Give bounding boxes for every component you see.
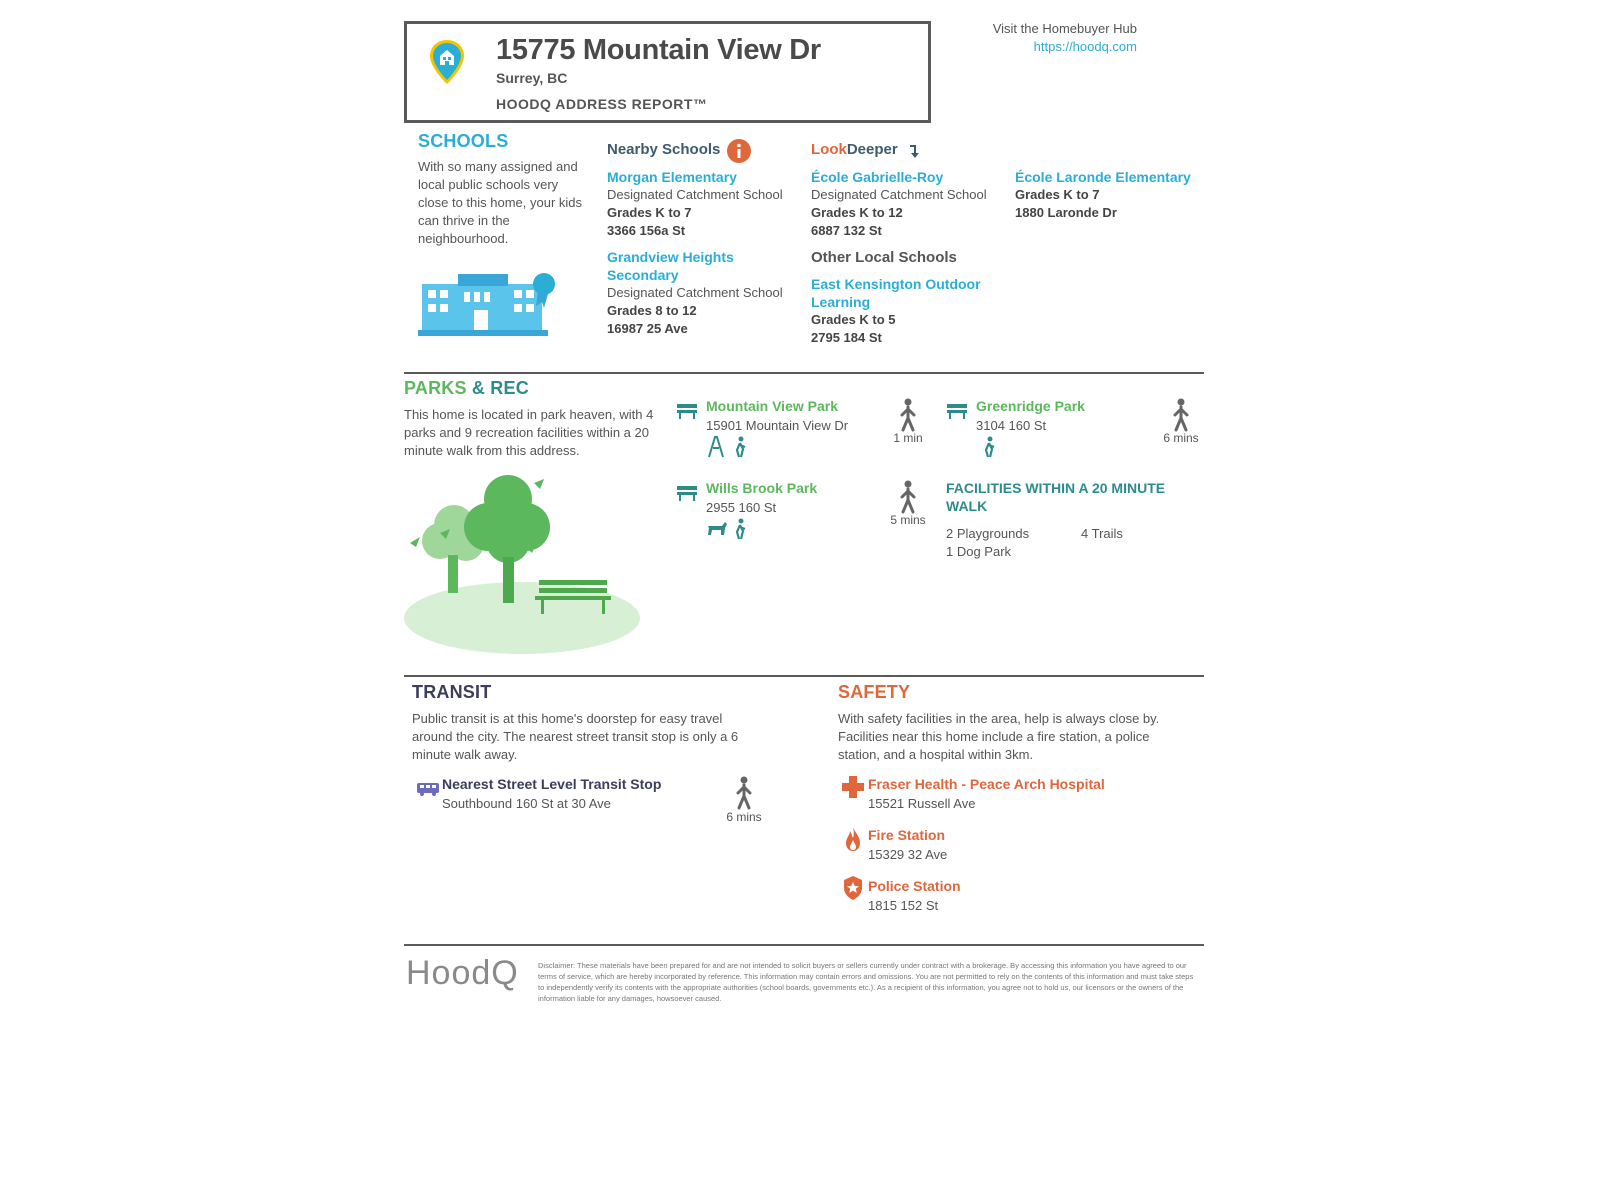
city-label: Surrey, BC — [496, 70, 568, 86]
hoodq-logo: HoodQ — [406, 954, 519, 992]
school-name[interactable]: East Kensington Outdoor Learning — [811, 276, 981, 310]
school-east-kensington — [811, 275, 991, 347]
nearby-schools-heading: Nearby Schools — [607, 141, 721, 158]
safety-fire-name[interactable]: Fire Station — [868, 827, 946, 843]
walking-person-icon — [897, 398, 919, 432]
school-type: Designated Catchment School — [607, 187, 783, 202]
report-label: HOODQ ADDRESS REPORT™ — [496, 96, 708, 112]
school-address: 16987 25 Ave — [607, 321, 688, 336]
transit-title: TRANSIT — [412, 682, 492, 702]
school-grades: Grades K to 5 — [811, 312, 896, 327]
map-pin-house-icon — [428, 38, 466, 86]
transit-description: Public transit is at this home's doorstep for easy travel around the city. The nearest street transit stop is only a 6 minute walk away. — [412, 711, 739, 762]
parks-title-a: PARKS — [404, 378, 467, 398]
park-trees-illustration-icon — [404, 475, 654, 660]
look-deeper-look: Look — [811, 141, 847, 158]
hospital-cross-icon — [842, 776, 864, 798]
safety-fire-address: 15329 32 Ave — [868, 847, 948, 862]
safety-hospital-name[interactable]: Fraser Health - Peace Arch Hospital — [868, 776, 1105, 792]
fire-flame-icon — [844, 826, 862, 852]
park-name[interactable]: Wills Brook Park — [706, 480, 818, 496]
school-grades: Grades K to 12 — [811, 205, 903, 220]
look-deeper-link[interactable] — [811, 141, 898, 158]
park-address: 15901 Mountain View Dr — [706, 418, 849, 433]
safety-police-address: 1815 152 St — [868, 898, 939, 913]
address-title: 15775 Mountain View Dr — [496, 34, 821, 66]
walking-person-icon — [1170, 398, 1192, 432]
school-type: Designated Catchment School — [811, 187, 987, 202]
parks-title — [404, 378, 529, 399]
disclaimer-text: Disclaimer: These materials have been prepared for and are not intended to solicit buyers or sellers currently under contract with a brokerage. By accessing this information you have agreed to our terms of service, which are hereby incorporated by reference. This information may contain errors and omissions. You are not permitted to rely on the contents of this information and must take steps to independently verify its contents with the appropriate authorities (school boards, governments etc.). As a recipient of this information, you agree not to hold us, our licensors or the owners of the information liable for any damages, howsoever caused. — [538, 961, 1194, 1003]
walking-person-icon — [733, 776, 755, 810]
facility-trails: 4 Trails — [1081, 526, 1123, 541]
schools-title: SCHOOLS — [418, 131, 509, 151]
walk-time-label: 1 min — [893, 431, 923, 445]
school-ecole-laronde — [1015, 168, 1205, 222]
school-grandview-heights — [607, 248, 783, 338]
divider-schools — [404, 372, 1204, 374]
school-morgan-elementary — [607, 168, 797, 240]
school-address: 6887 132 St — [811, 223, 882, 238]
bench-icon — [676, 403, 698, 419]
facility-playgrounds: 2 Playgrounds — [946, 526, 1030, 541]
bench-icon — [946, 403, 968, 419]
school-address: 1880 Laronde Dr — [1015, 205, 1117, 220]
transit-stop-label: Nearest Street Level Transit Stop — [442, 776, 662, 792]
hiking-trail-icon — [733, 436, 747, 458]
park-name[interactable]: Mountain View Park — [706, 398, 838, 414]
other-schools-heading: Other Local Schools — [811, 249, 957, 266]
walking-person-icon — [897, 480, 919, 514]
hiking-trail-icon — [982, 436, 996, 458]
park-address: 2955 160 St — [706, 500, 777, 515]
playground-swing-icon — [707, 436, 725, 458]
schools-description: With so many assigned and local public schools very close to this home, your kids can thrive in the neighbourhood. — [418, 159, 583, 246]
parks-description: This home is located in park heaven, with 4 parks and 9 recreation facilities within a 20 minute walk from this address. — [404, 407, 654, 458]
transit-walk-label: 6 mins — [726, 810, 762, 824]
school-ecole-gabrielle-roy — [811, 168, 1001, 240]
school-address: 3366 156a St — [607, 223, 686, 238]
hub-link[interactable]: https://hoodq.com — [1033, 39, 1137, 54]
bench-icon — [676, 485, 698, 501]
parks-title-b: & REC — [471, 378, 529, 398]
school-type: Designated Catchment School — [607, 285, 783, 300]
school-grades: Grades 8 to 12 — [607, 303, 697, 318]
walk-time-label: 5 mins — [890, 513, 926, 527]
look-deeper-deeper: Deeper — [846, 141, 898, 158]
school-name[interactable]: École Gabrielle-Roy — [811, 169, 944, 185]
facility-dog-park: 1 Dog Park — [946, 544, 1012, 559]
school-address: 2795 184 St — [811, 330, 882, 345]
arrow-down-icon — [907, 143, 921, 159]
police-badge-icon — [843, 876, 863, 900]
safety-police-name[interactable]: Police Station — [868, 878, 961, 894]
bus-icon — [416, 782, 440, 796]
walk-time-label: 6 mins — [1163, 431, 1199, 445]
transit-stop-name: Southbound 160 St at 30 Ave — [442, 796, 611, 811]
dog-park-icon — [706, 520, 728, 536]
park-name[interactable]: Greenridge Park — [976, 398, 1085, 414]
school-name[interactable]: Morgan Elementary — [607, 169, 737, 185]
safety-title: SAFETY — [838, 682, 911, 702]
safety-description: With safety facilities in the area, help is always close by. Facilities near this home include a fire station, a police station, and a hospital within 3km. — [838, 711, 1160, 762]
safety-hospital-address: 15521 Russell Ave — [868, 796, 976, 811]
hiking-trail-icon — [733, 518, 747, 540]
school-grades: Grades K to 7 — [1015, 187, 1100, 202]
divider-footer — [404, 944, 1204, 946]
divider-parks — [404, 675, 1204, 677]
school-building-icon — [418, 270, 558, 340]
info-icon[interactable] — [726, 138, 752, 164]
school-name[interactable]: Grandview Heights Secondary — [607, 249, 734, 283]
facilities-title: FACILITIES WITHIN A 20 MINUTE WALK — [946, 480, 1166, 514]
school-name[interactable]: École Laronde Elementary — [1015, 169, 1191, 185]
hub-text: Visit the Homebuyer Hub — [992, 21, 1137, 36]
school-grades: Grades K to 7 — [607, 205, 692, 220]
park-address: 3104 160 St — [976, 418, 1047, 433]
